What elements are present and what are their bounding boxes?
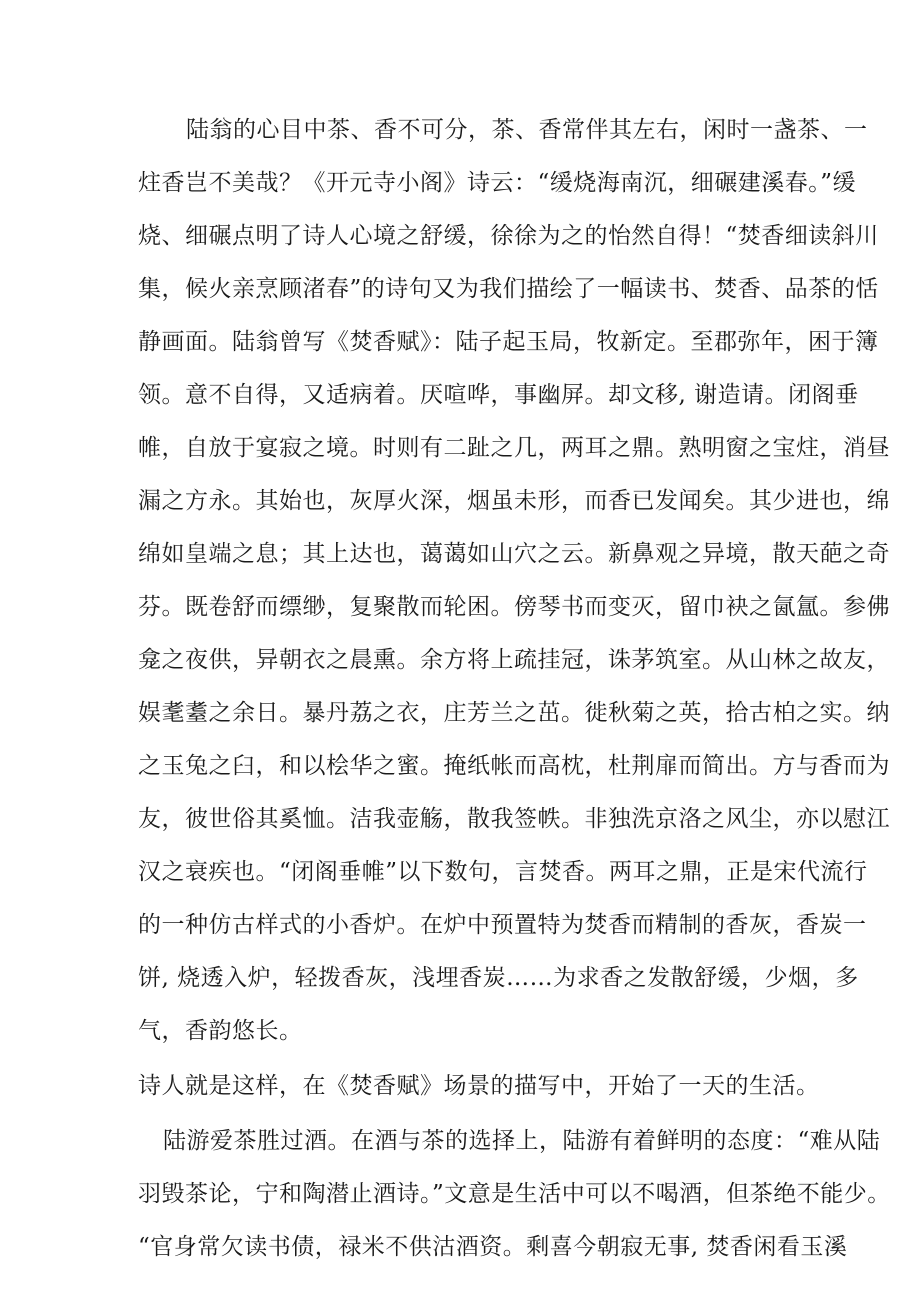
paragraph-line: 漏之方永。其始也，灰厚火深，烟虽未形，而香已发闻矣。其少进也，绵 xyxy=(138,488,890,514)
paragraph-line: 龛之夜供，异朝衣之晨熏。余方将上疏挂冠，诛茅筑室。从山林之故友， xyxy=(138,647,890,673)
paragraph-line: 芬。既卷舒而缥缈，复聚散而轮困。傍琴书而变灭，留巾袂之氤氲。参佛 xyxy=(138,594,890,620)
paragraph-line: 友，彼世俗其奚恤。洁我壶觞，散我签帙。非独洗京洛之风尘，亦以慰江 xyxy=(138,806,890,832)
paragraph-line: 娱耄耋之余日。暴丹荔之衣，庄芳兰之茁。徙秋菊之英，拾古柏之实。纳 xyxy=(138,700,890,726)
paragraph-line: 汉之衰疾也。“闭阁垂帷”以下数句，言焚香。两耳之鼎，正是宋代流行 xyxy=(138,859,868,885)
paragraph-line: 饼, 烧透入炉，轻拨香灰，浅埋香炭……为求香之发散舒缓，少烟，多 xyxy=(138,965,859,991)
paragraph-line: 气，香韵悠长。 xyxy=(138,1018,303,1044)
paragraph-line: 炷香岂不美哉？《开元寺小阁》诗云：“缓烧海南沉，细碾建溪春。”缓 xyxy=(138,170,857,196)
paragraph-line: 绵如皇端之息；其上达也，蔼蔼如山穴之云。新鼻观之异境，散天葩之奇 xyxy=(138,541,890,567)
paragraph-line: 帷，自放于宴寂之境。时则有二趾之几，两耳之鼎。熟明窗之宝炷，消昼 xyxy=(138,435,890,461)
paragraph-line: 集，候火亲烹顾渚春”的诗句又为我们描绘了一幅读书、焚香、品茶的恬 xyxy=(138,276,879,302)
paragraph-line: 陆翁的心目中茶、香不可分，茶、香常伴其左右，闲时一盏茶、一 xyxy=(186,117,868,143)
paragraph-line: 陆游爱茶胜过酒。在酒与茶的选择上，陆游有着鲜明的态度：“难从陆 xyxy=(163,1128,881,1154)
paragraph-line: 烧、细碾点明了诗人心境之舒缓，徐徐为之的怡然自得！“焚香细读斜川 xyxy=(138,223,879,249)
paragraph-line: “官身常欠读书债，禄米不供沽酒资。剩喜今朝寂无事, 焚香闲看玉溪 xyxy=(138,1234,848,1260)
paragraph-line: 羽毁茶论，宁和陶潜止酒诗。”文意是生活中可以不喝酒，但茶绝不能少。 xyxy=(138,1181,891,1207)
paragraph-line: 领。意不自得，又适病着。厌喧哗，事幽屏。却文移, 谢造请。闭阁垂 xyxy=(138,382,859,408)
paragraph-line: 之玉兔之臼，和以桧华之蜜。掩纸帐而高枕，杜荆扉而简出。方与香而为 xyxy=(138,753,890,779)
paragraph-line: 诗人就是这样，在《焚香赋》场景的描写中，开始了一天的生活。 xyxy=(138,1073,820,1099)
paragraph-line: 静画面。陆翁曾写《焚香赋》：陆子起玉局，牧新定。至郡弥年，困于簿 xyxy=(138,329,879,355)
paragraph-line: 的一种仿古样式的小香炉。在炉中预置特为焚香而精制的香灰，香炭一 xyxy=(138,912,867,938)
